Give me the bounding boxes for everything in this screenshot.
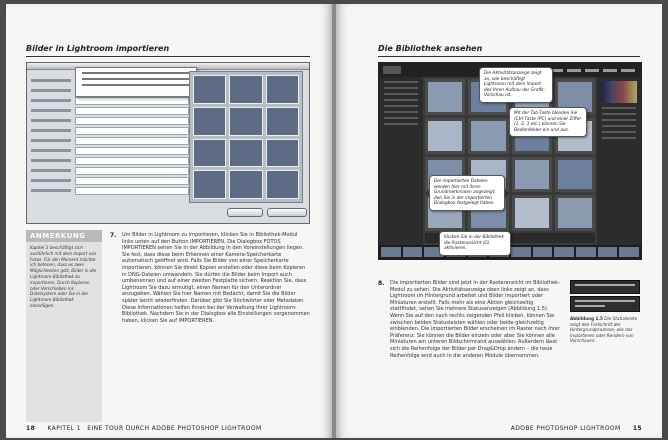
left-page xyxy=(6,4,332,438)
callout-tab-key: Mit der Tab-Taste blenden Sie (Ctrl-Taste (PC) und einer Ziffer (1, 2, 3 etc.) können Sie Bedienfelder ein und aus. xyxy=(509,107,587,137)
dialog-thumbnail-grid xyxy=(189,71,303,203)
left-step-number: 7. xyxy=(110,232,117,239)
right-step-number: 8. xyxy=(378,280,385,287)
dialog-dropdown-menu xyxy=(75,67,197,97)
note-heading: ANMERKUNG xyxy=(26,230,102,242)
figure-caption-text: Die Statusleiste zeigt den Fortschritt der Hintergrundprozesse, wie das Importieren oder Rendern von Vorschauen. xyxy=(570,316,638,344)
right-section-title: Die Bibliothek ansehen xyxy=(378,44,483,53)
right-step-text: Die importierten Bilder sind jetzt in der Rasteransicht im Bibliothek-Modul zu sehen. Die Aktivitätsanzeige oben links zeigt an, dass Lightroom im Hintergrund arbeitet und Bilder importiert oder Miniaturen erstellt. Falls mehr als eine Aktion gleichzeitig stattfindet, sehen Sie mehrere Statusanzeigen (Abbildung 1.5). Wenn Sie auf den nach rechts zeigenden Pfeil klicken, können Sie zwischen beiden Statusleisten wählen oder beide gleichzeitig einblenden. Die importierten Bilder erscheinen im Raster nach ihrer Präferenz. Sie können die Bilder einzeln oder aber Sie können alle Miniaturen am unteren Bildschirmrand auswählen. Außerdem lässt sich die Reihenfolge der Bilder per Drag&Drop ändern – die neue Reihenfolge wird auch in die anderen Module übernommen. xyxy=(390,280,560,359)
library-screenshot xyxy=(378,62,642,260)
left-title-rule xyxy=(26,56,310,57)
left-step-text: Um Bilder in Lightroom zu importieren, klicken Sie in Bibliothek-Modul links unten auf den Button IMPORTIEREN. Die Dialogbox FOTOS IMPORTIEREN sehen Sie in der Abbildung in den Voreinstellungen liegen. Sie fest, dass diese beim Erkennen einer Kamera-Speicherkarte automatisch geöffnet wird. Falls Sie Bilder von einer Speicherkarte importieren, können Sie direkt Kopien erstellen oder diese beim Kopieren in DNG-Dateien umwandeln. Sie dürfen die Bilder beim Import auch umbenennen und auf einer zweiten Festplatte sichern. Reaktion Sie, dass Lightroom Sie dazu ermutigt, einen Namen für den Unterordner anzugeben. Wählen Sie hier Namen mit Bedacht, damit Sie die Bilder später leicht wiederfinden. Darüber gibt Sie Stichwörter oder Metadaten. Diese Informationen helfen Ihnen bei der Verwaltung Ihrer Lightroom-Bibliothek. Nachdem Sie in der Dialogbox alle Einstellungen vorgenommen haben, klicken Sie auf IMPORTIEREN. xyxy=(122,232,310,324)
note-sidebar xyxy=(26,230,102,422)
left-page-number: 18 xyxy=(26,425,36,432)
right-page xyxy=(336,4,662,438)
right-page-number: 15 xyxy=(632,425,642,432)
book-spread xyxy=(6,4,662,438)
left-section-title: Bilder in Lightroom importieren xyxy=(26,44,170,53)
callout-grid-view: Klicken Sie in der Bibliothek die Rasteransicht (G) aktivieren. xyxy=(439,231,511,256)
right-title-rule xyxy=(378,56,640,57)
note-text: Kapitel 3 beschäftigt sich ausführlich mit dem Import von Fotos. Für den Moment möchte ich betonen, dass es zwei Möglichkeiten gibt, Bilder in die Lightroom-Bibliothek zu importieren. Durch Kopieren oder Verschieben ins Dateisystem oder Sie in der Lightroom-Bibliothek einzufügen. xyxy=(30,245,97,308)
import-dialog-screenshot xyxy=(26,62,310,224)
dialog-import-button xyxy=(267,208,307,217)
figure-label: Abbildung 1.5 xyxy=(570,316,603,321)
left-chapter: KAPITEL 1 xyxy=(47,425,81,432)
callout-activity: Die Aktivitätsanzeige zeigt an, wie beschäftigt Lightroom mit dem Import des Ihren Aufbau der Grafik-Vorschau ist. xyxy=(479,67,553,103)
library-left-panel xyxy=(379,77,423,245)
status-bar-figure-2 xyxy=(570,296,640,312)
right-footer xyxy=(511,425,642,432)
left-chapter-title: EINE TOUR DURCH ADOBE PHOTOSHOP LIGHTROOM xyxy=(87,425,262,432)
left-footer xyxy=(26,425,262,432)
right-running-head: ADOBE PHOTOSHOP LIGHTROOM xyxy=(510,425,621,432)
library-right-panel xyxy=(597,77,641,245)
histogram xyxy=(601,81,637,103)
dialog-cancel-button xyxy=(227,208,263,217)
callout-import-files: Die importierten Dateien werden hier mit ihren Grundmerkmalen angezeigt, den Sie in der importierten Dialogbox festgelegt haben. xyxy=(429,175,505,211)
figure-caption xyxy=(570,316,640,344)
status-bar-figure-1 xyxy=(570,280,640,294)
